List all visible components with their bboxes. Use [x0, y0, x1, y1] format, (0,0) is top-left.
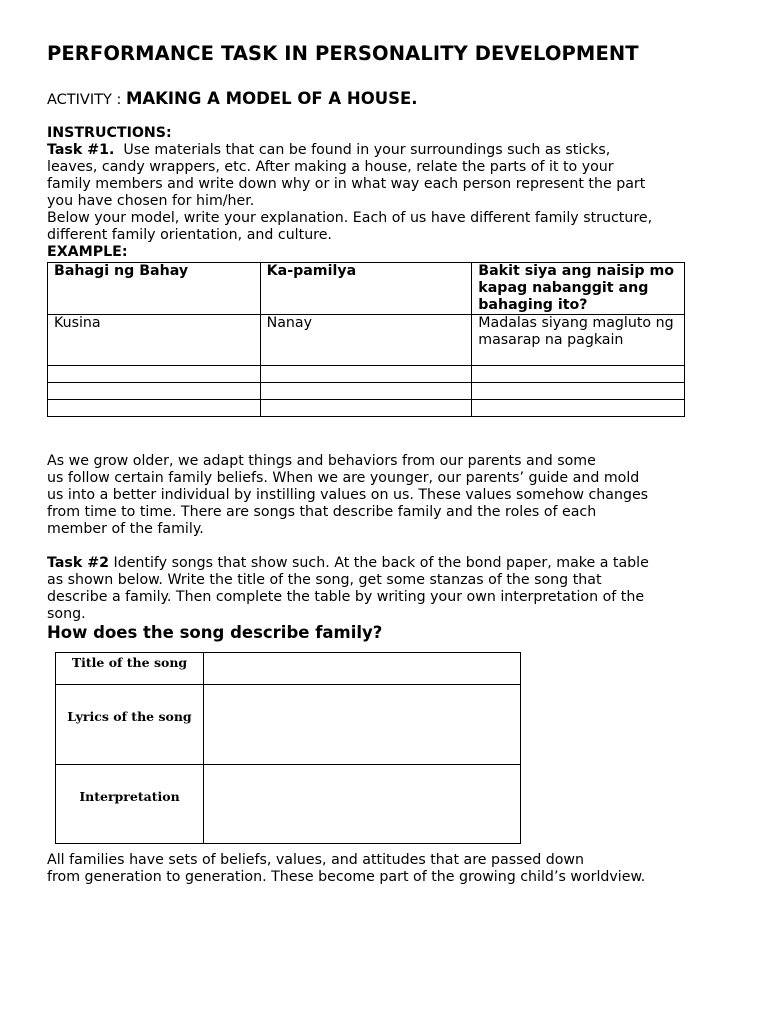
- task1-line: you have chosen for him/her.: [47, 193, 255, 209]
- closing-paragraph: [47, 852, 727, 886]
- task1-first-line: [47, 142, 727, 159]
- table-row: [48, 383, 685, 400]
- table-cell: [204, 653, 521, 685]
- paragraph-line: from time to time. There are songs that describe family and the roles of each: [47, 504, 597, 520]
- task1-line: different family orientation, and culture.: [47, 227, 332, 243]
- instructions-heading: INSTRUCTIONS:: [47, 125, 172, 141]
- example-table: [47, 262, 685, 417]
- paragraph-line: As we grow older, we adapt things and behaviors from our parents and some: [47, 453, 596, 469]
- task2-label: Task #2: [47, 555, 109, 571]
- task1-text: Use materials that can be found in your surroundings such as sticks,: [114, 142, 611, 158]
- table-cell: Kusina: [48, 315, 261, 366]
- task2-block: [47, 555, 727, 623]
- table-row: [56, 685, 521, 765]
- song-question-heading: How does the song describe family?: [47, 623, 383, 642]
- activity-line: [47, 89, 418, 108]
- table-cell: [204, 685, 521, 765]
- example-label: EXAMPLE:: [47, 244, 128, 260]
- table-header-row: [48, 263, 685, 315]
- paragraph-2: [47, 453, 727, 538]
- table-row: [48, 400, 685, 417]
- task2-line: as shown below. Write the title of the song, get some stanzas of the song that: [47, 572, 602, 588]
- paragraph-line: us into a better individual by instilling values on us. These values somehow changes: [47, 487, 649, 503]
- task1-line: Below your model, write your explanation. Each of us have different family structure,: [47, 210, 653, 226]
- row-label: Interpretation: [56, 765, 204, 844]
- column-header: Ka-pamilya: [260, 263, 472, 315]
- row-label: Title of the song: [56, 653, 204, 685]
- activity-label: ACTIVITY :: [47, 92, 126, 108]
- paragraph-line: All families have sets of beliefs, values, and attitudes that are passed down: [47, 852, 585, 868]
- row-label: Lyrics of the song: [56, 685, 204, 765]
- task1-line: family members and write down why or in what way each person represent the part: [47, 176, 646, 192]
- table-cell: Nanay: [260, 315, 472, 366]
- task2-line: describe a family. Then complete the table by writing your own interpretation of the: [47, 589, 645, 605]
- table-cell: [48, 400, 261, 417]
- instructions-block: [47, 125, 727, 261]
- page-title: PERFORMANCE TASK IN PERSONALITY DEVELOPMENT: [47, 42, 639, 65]
- task2-text: Identify songs that show such. At the back of the bond paper, make a table: [109, 555, 649, 571]
- table-cell: [260, 400, 472, 417]
- table-row: [56, 653, 521, 685]
- table-row: [48, 315, 685, 366]
- table-cell: [472, 400, 685, 417]
- task2-line: song.: [47, 606, 86, 622]
- song-table: [55, 652, 521, 844]
- column-header: Bakit siya ang naisip mo kapag nabanggit ang bahaging ito?: [472, 263, 685, 315]
- table-cell: [472, 383, 685, 400]
- paragraph-line: member of the family.: [47, 521, 204, 537]
- table-cell: [260, 383, 472, 400]
- paragraph-line: us follow certain family beliefs. When we are younger, our parents’ guide and mold: [47, 470, 640, 486]
- task2-first-line: [47, 555, 727, 572]
- table-cell: [48, 383, 261, 400]
- table-row: [56, 765, 521, 844]
- table-cell: Madalas siyang magluto ng masarap na pagkain: [472, 315, 685, 366]
- paragraph-line: from generation to generation. These become part of the growing child’s worldview.: [47, 869, 646, 885]
- table-row: [48, 366, 685, 383]
- table-cell: [204, 765, 521, 844]
- task1-label: Task #1.: [47, 142, 115, 158]
- column-header: Bahagi ng Bahay: [48, 263, 261, 315]
- table-cell: [260, 366, 472, 383]
- task1-line: leaves, candy wrappers, etc. After making a house, relate the parts of it to your: [47, 159, 614, 175]
- table-cell: [472, 366, 685, 383]
- activity-name: MAKING A MODEL OF A HOUSE.: [125, 89, 418, 108]
- table-cell: [48, 366, 261, 383]
